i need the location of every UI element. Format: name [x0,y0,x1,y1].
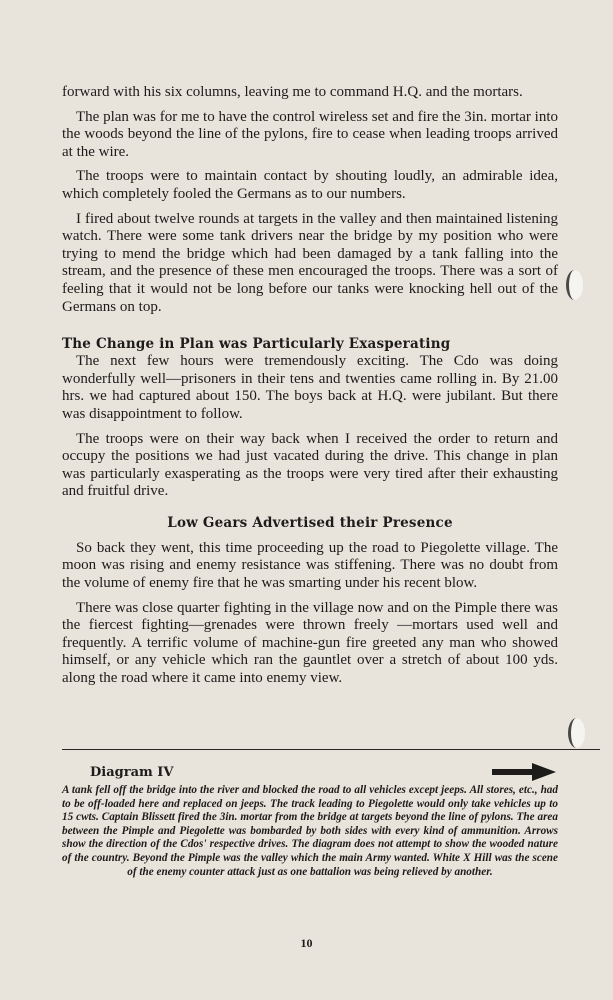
paragraph: I fired about twelve rounds at targets in the valley and then maintained listening watch. There were some tank drivers near the bridge by my position who were trying to mend the bridge which had been damaged by a tank falling into the stream, and the presence of these men encouraged the troops. There was a sort of feeling that it would not be long before our tanks were knocking hell out of the Germans on top. [62,210,558,315]
binding-hole [566,270,583,300]
binding-hole [568,718,585,748]
paragraph: So back they went, this time proceeding up the road to Piegolette village. The moon was rising and enemy resistance was stiffening. There was no doubt from the volume of enemy fire that he was smarting under his recent blow. [62,539,558,592]
paragraph: The troops were to maintain contact by shouting loudly, an admirable idea, which completely fooled the Germans as to our numbers. [62,168,558,202]
diagram-title: Diagram IV [90,764,174,780]
body-text [62,84,558,695]
right-arrow-icon [492,763,556,781]
paragraph: The plan was for me to have the control wireless set and fire the 3in. mortar into the woods beyond the line of the pylons, fire to cease when leading troops arrived at the wire. [62,108,558,160]
section-heading: The Change in Plan was Particularly Exasperating [62,336,451,353]
divider-rule [62,749,600,750]
paragraph: The troops were on their way back when I received the order to return and occupy the positions we had just vacated during the drive. This change in plan was particularly exasperating as the troops were very tired after their exhausting and fruitful drive. [62,430,558,500]
page-number: 10 [300,936,313,950]
paragraph: forward with his six columns, leaving me to command H.Q. and the mortars. [62,84,523,100]
paragraph: The next few hours were tremendously exciting. The Cdo was doing wonderfully well—prisoners in their tens and twenties came rolling in. By 21.00 hrs. we had captured about 150. The boys back at H.Q. were jubilant. But there was disappointment to follow. [62,353,558,422]
diagram-caption-block [62,762,558,879]
paragraph: There was close quarter fighting in the village now and on the Pimple there was the fiercest fighting—grenades were thrown freely —mortars used well and frequently. A terrific volume of machine-gun fire greeted any man who showed himself, or any vehicle which ran the gauntlet over a stretch of about 100 yds. along the road where it came into enemy view. [62,599,558,687]
diagram-caption: A tank fell off the bridge into the river and blocked the road to all vehicles except jeeps. All stores, etc., had to be off-loaded here and replaced on jeeps. The track leading to Piegolette would only take vehicles up to 15 cwts. Captain Blissett fired the 3in. mortar from the bridge at targets beyond the line of pylons. The area between the Pimple and Piegolette was bombarded by both sides with every kind of ammunition. Arrows show the direction of the Cdos' respective drives. The diagram does not attempt to show the wooded nature of the country. Beyond the Pimple was the valley which the main Army wanted. White X Hill was the scene of the enemy counter attack just as one battalion was being relieved by another. [62,784,558,878]
section-heading: Low Gears Advertised their Presence [167,514,453,531]
